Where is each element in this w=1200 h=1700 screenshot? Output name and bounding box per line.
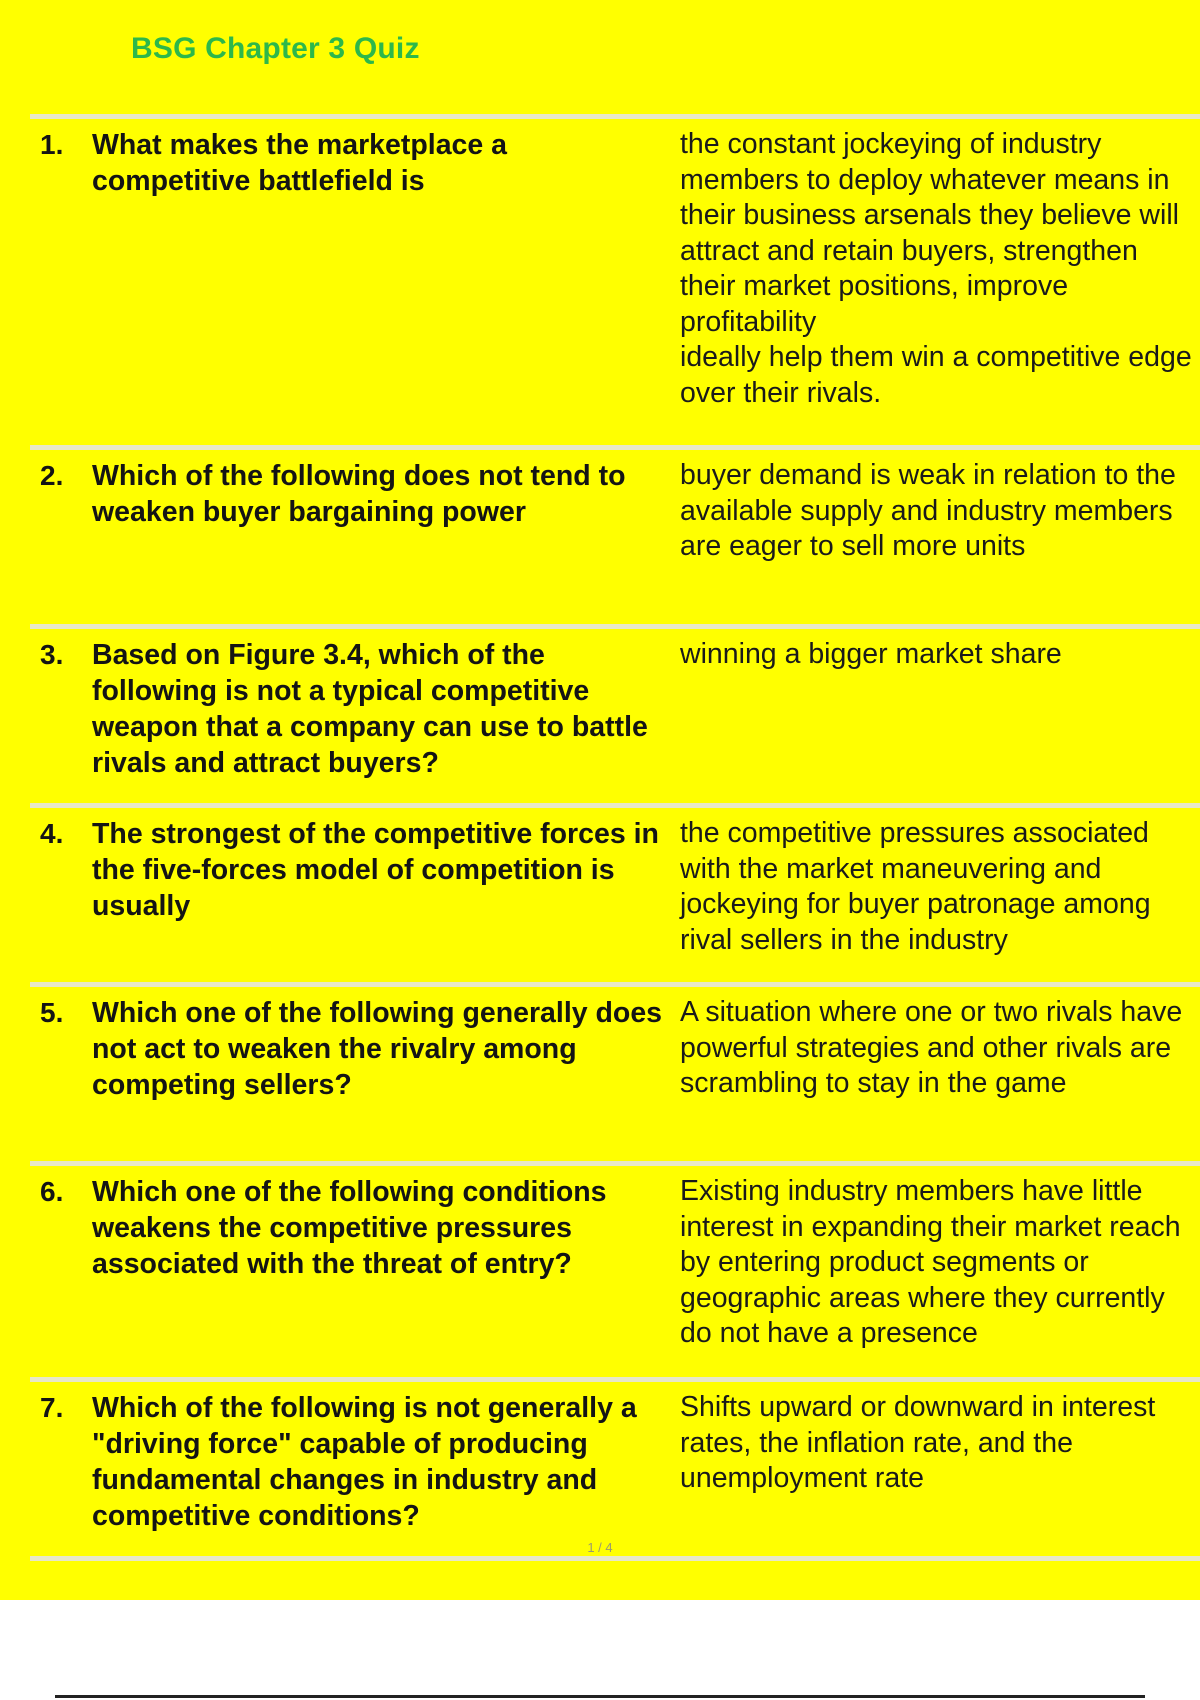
question-number: 6. bbox=[40, 1176, 64, 1207]
question-number: 7. bbox=[40, 1392, 64, 1423]
quiz-row bbox=[30, 1161, 1200, 1377]
quiz-row bbox=[30, 114, 1200, 445]
question-text: Which of the following does not tend to weaken buyer bargaining power bbox=[92, 460, 626, 528]
quiz-table bbox=[30, 114, 1200, 1561]
quiz-row bbox=[30, 624, 1200, 803]
answer-text: the constant jockeying of industry members to deploy whatever means in their business arsenals they believe will attract and retain buyers, strengthen their market positions, improve profitability ideally help them win a competitive edge over their rivals. bbox=[680, 128, 1192, 409]
question-text: Which one of the following generally does not act to weaken the rivalry among competing sellers? bbox=[92, 997, 663, 1101]
question-text: Based on Figure 3.4, which of the following is not a typical competitive weapon that a company can use to battle rivals and attract buyers? bbox=[92, 639, 648, 779]
quiz-row bbox=[30, 445, 1200, 624]
page-title: BSG Chapter 3 Quiz bbox=[131, 32, 420, 65]
quiz-row bbox=[30, 803, 1200, 982]
answer-text: buyer demand is weak in relation to the available supply and industry members are eager to sell more units bbox=[680, 459, 1176, 562]
answer-text: Existing industry members have little interest in expanding their market reach by entering product segments or geographic areas where they currently do not have a presence bbox=[680, 1175, 1181, 1349]
question-text: Which one of the following conditions weakens the competitive pressures associated with the threat of entry? bbox=[92, 1176, 607, 1280]
question-text: Which of the following is not generally a "driving force" capable of producing fundamental changes in industry and competitive conditions? bbox=[92, 1392, 637, 1532]
question-number: 5. bbox=[40, 997, 64, 1028]
question-number: 2. bbox=[40, 460, 64, 491]
question-number: 3. bbox=[40, 639, 64, 670]
question-number: 4. bbox=[40, 818, 64, 849]
answer-text: winning a bigger market share bbox=[680, 638, 1062, 670]
answer-text: the competitive pressures associated with the market maneuvering and jockeying for buyer patronage among rival sellers in the industry bbox=[680, 817, 1151, 956]
quiz-row bbox=[30, 1377, 1200, 1561]
question-text: The strongest of the competitive forces in the five-forces model of competition is usually bbox=[92, 818, 659, 922]
page-divider bbox=[55, 1695, 1145, 1698]
answer-text: Shifts upward or downward in interest rates, the inflation rate, and the unemployment rate bbox=[680, 1391, 1156, 1494]
quiz-row bbox=[30, 982, 1200, 1161]
question-text: What makes the marketplace a competitive battlefield is bbox=[92, 129, 508, 197]
question-number: 1. bbox=[40, 129, 64, 160]
page-indicator: 1 / 4 bbox=[587, 1540, 613, 1555]
answer-text: A situation where one or two rivals have powerful strategies and other rivals are scrambling to stay in the game bbox=[680, 996, 1183, 1099]
